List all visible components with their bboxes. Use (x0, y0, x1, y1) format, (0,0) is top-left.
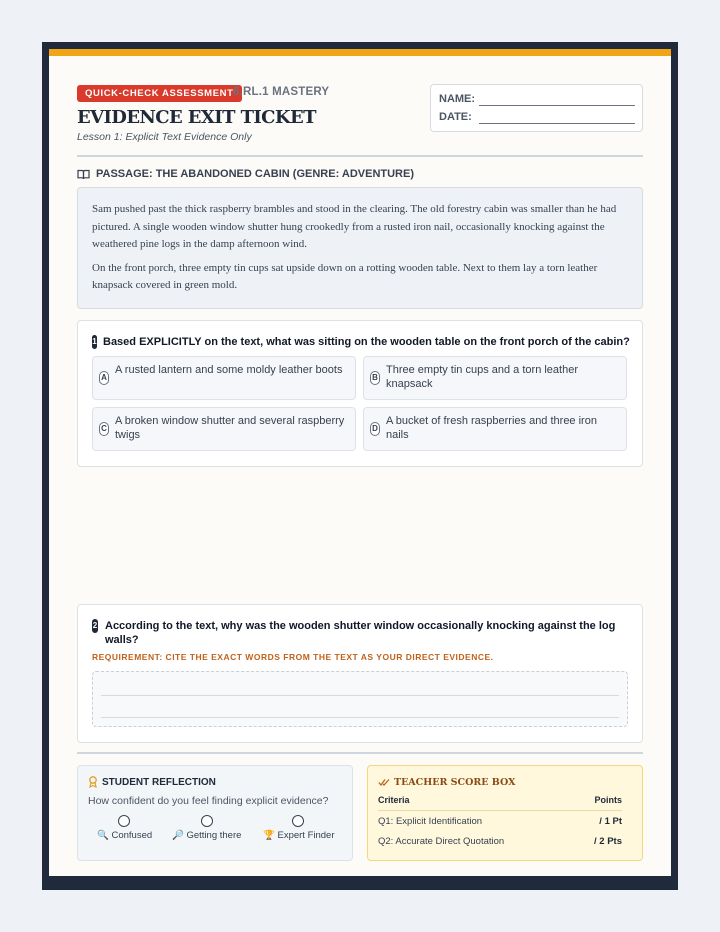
answer-line (101, 717, 619, 718)
confidence-label: 🔍 Confused (97, 830, 153, 841)
confidence-label: 🔎 Getting there (172, 830, 242, 841)
option-d[interactable] (363, 407, 627, 451)
name-date-box (430, 84, 643, 132)
confidence-radio-confused[interactable] (118, 815, 130, 827)
reflection-question: How confident do you feel finding explicit evidence? (88, 795, 329, 807)
confidence-radio-getting-there[interactable] (201, 815, 213, 827)
score-heading-text: TEACHER SCORE BOX (394, 777, 516, 788)
option-c[interactable] (92, 407, 356, 451)
standard-label: 6.RL.1 MASTERY (233, 86, 330, 98)
score-points: / 2 Pts (594, 836, 622, 847)
ribbon-icon (88, 776, 98, 788)
header (77, 79, 643, 157)
passage-heading-text: PASSAGE: THE ABANDONED CABIN (GENRE: ADVENTURE) (96, 168, 414, 180)
student-reflection-box (77, 765, 353, 861)
assessment-badge: QUICK-CHECK ASSESSMENT (77, 85, 242, 102)
teacher-score-box (367, 765, 643, 861)
option-letter: B (370, 371, 380, 385)
score-criteria: Q2: Accurate Direct Quotation (378, 836, 505, 847)
score-criteria: Q1: Explicit Identification (378, 816, 483, 827)
option-text: Three empty tin cups and a torn leather knapsack (386, 364, 578, 390)
lesson-subtitle: Lesson 1: Explicit Text Evidence Only (77, 131, 252, 143)
confidence-radio-expert[interactable] (292, 815, 304, 827)
option-text: A broken window shutter and several raspberry twigs (115, 415, 345, 441)
confidence-label: 🏆 Expert Finder (263, 830, 335, 841)
magnifier-icon: 🔍 (97, 830, 109, 841)
question-1-card (77, 320, 643, 467)
option-text: A rusted lantern and some moldy leather boots (115, 364, 343, 376)
reflection-heading (88, 776, 216, 788)
worksheet (49, 49, 671, 876)
score-divider (378, 810, 622, 811)
option-letter: D (370, 422, 380, 436)
page-title: EVIDENCE EXIT TICKET (77, 107, 316, 128)
question-2-text: According to the text, why was the wooden shutter window occasionally knocking against the log walls? (105, 620, 616, 646)
question-2-card (77, 604, 643, 743)
option-b[interactable] (363, 356, 627, 400)
name-label: NAME: (439, 93, 476, 105)
option-letter: C (99, 422, 109, 436)
date-label: DATE: (439, 111, 472, 123)
question-1-number: 1 (92, 335, 97, 349)
answer-line (101, 695, 619, 696)
option-a[interactable] (92, 356, 356, 400)
criteria-column-header: Criteria (378, 795, 410, 805)
question-1-text: Based EXPLICITLY on the text, what was sitting on the wooden table on the front porch of the cabin? (103, 336, 630, 348)
points-column-header: Points (594, 795, 622, 805)
reflection-heading-text: STUDENT REFLECTION (102, 776, 216, 788)
divider (77, 155, 643, 157)
passage-paragraph: On the front porch, three empty tin cups sat upside down on a rotting wooden table. Next to them lay a torn leather knapsack covered in green mold. (92, 261, 598, 291)
accent-bar (49, 49, 671, 56)
page-frame (42, 42, 678, 890)
option-text: A bucket of fresh raspberries and three iron nails (386, 415, 597, 441)
book-icon (77, 169, 90, 180)
passage-paragraph: Sam pushed past the thick raspberry brambles and stood in the clearing. The old forestry cabin was smaller than he had pictured. A single wooden window shutter hung crookedly from a rusted iron nail, occasionally knocking against the weathered pine logs in the damp afternoon wind. (92, 203, 617, 250)
passage-box (77, 187, 643, 309)
name-field[interactable] (479, 105, 635, 106)
score-heading (378, 777, 516, 788)
score-points: / 1 Pt (599, 816, 622, 827)
magnifier-icon: 🔎 (172, 830, 184, 841)
requirement-note: REQUIREMENT: CITE THE EXACT WORDS FROM THE TEXT AS YOUR DIRECT EVIDENCE. (92, 652, 494, 662)
option-letter: A (99, 371, 109, 385)
answer-area[interactable] (92, 671, 628, 727)
passage-heading (77, 168, 414, 180)
double-check-icon (378, 778, 390, 787)
question-2-number: 2 (92, 619, 98, 633)
trophy-icon: 🏆 (263, 830, 275, 841)
date-field[interactable] (479, 123, 635, 124)
divider (77, 752, 643, 754)
